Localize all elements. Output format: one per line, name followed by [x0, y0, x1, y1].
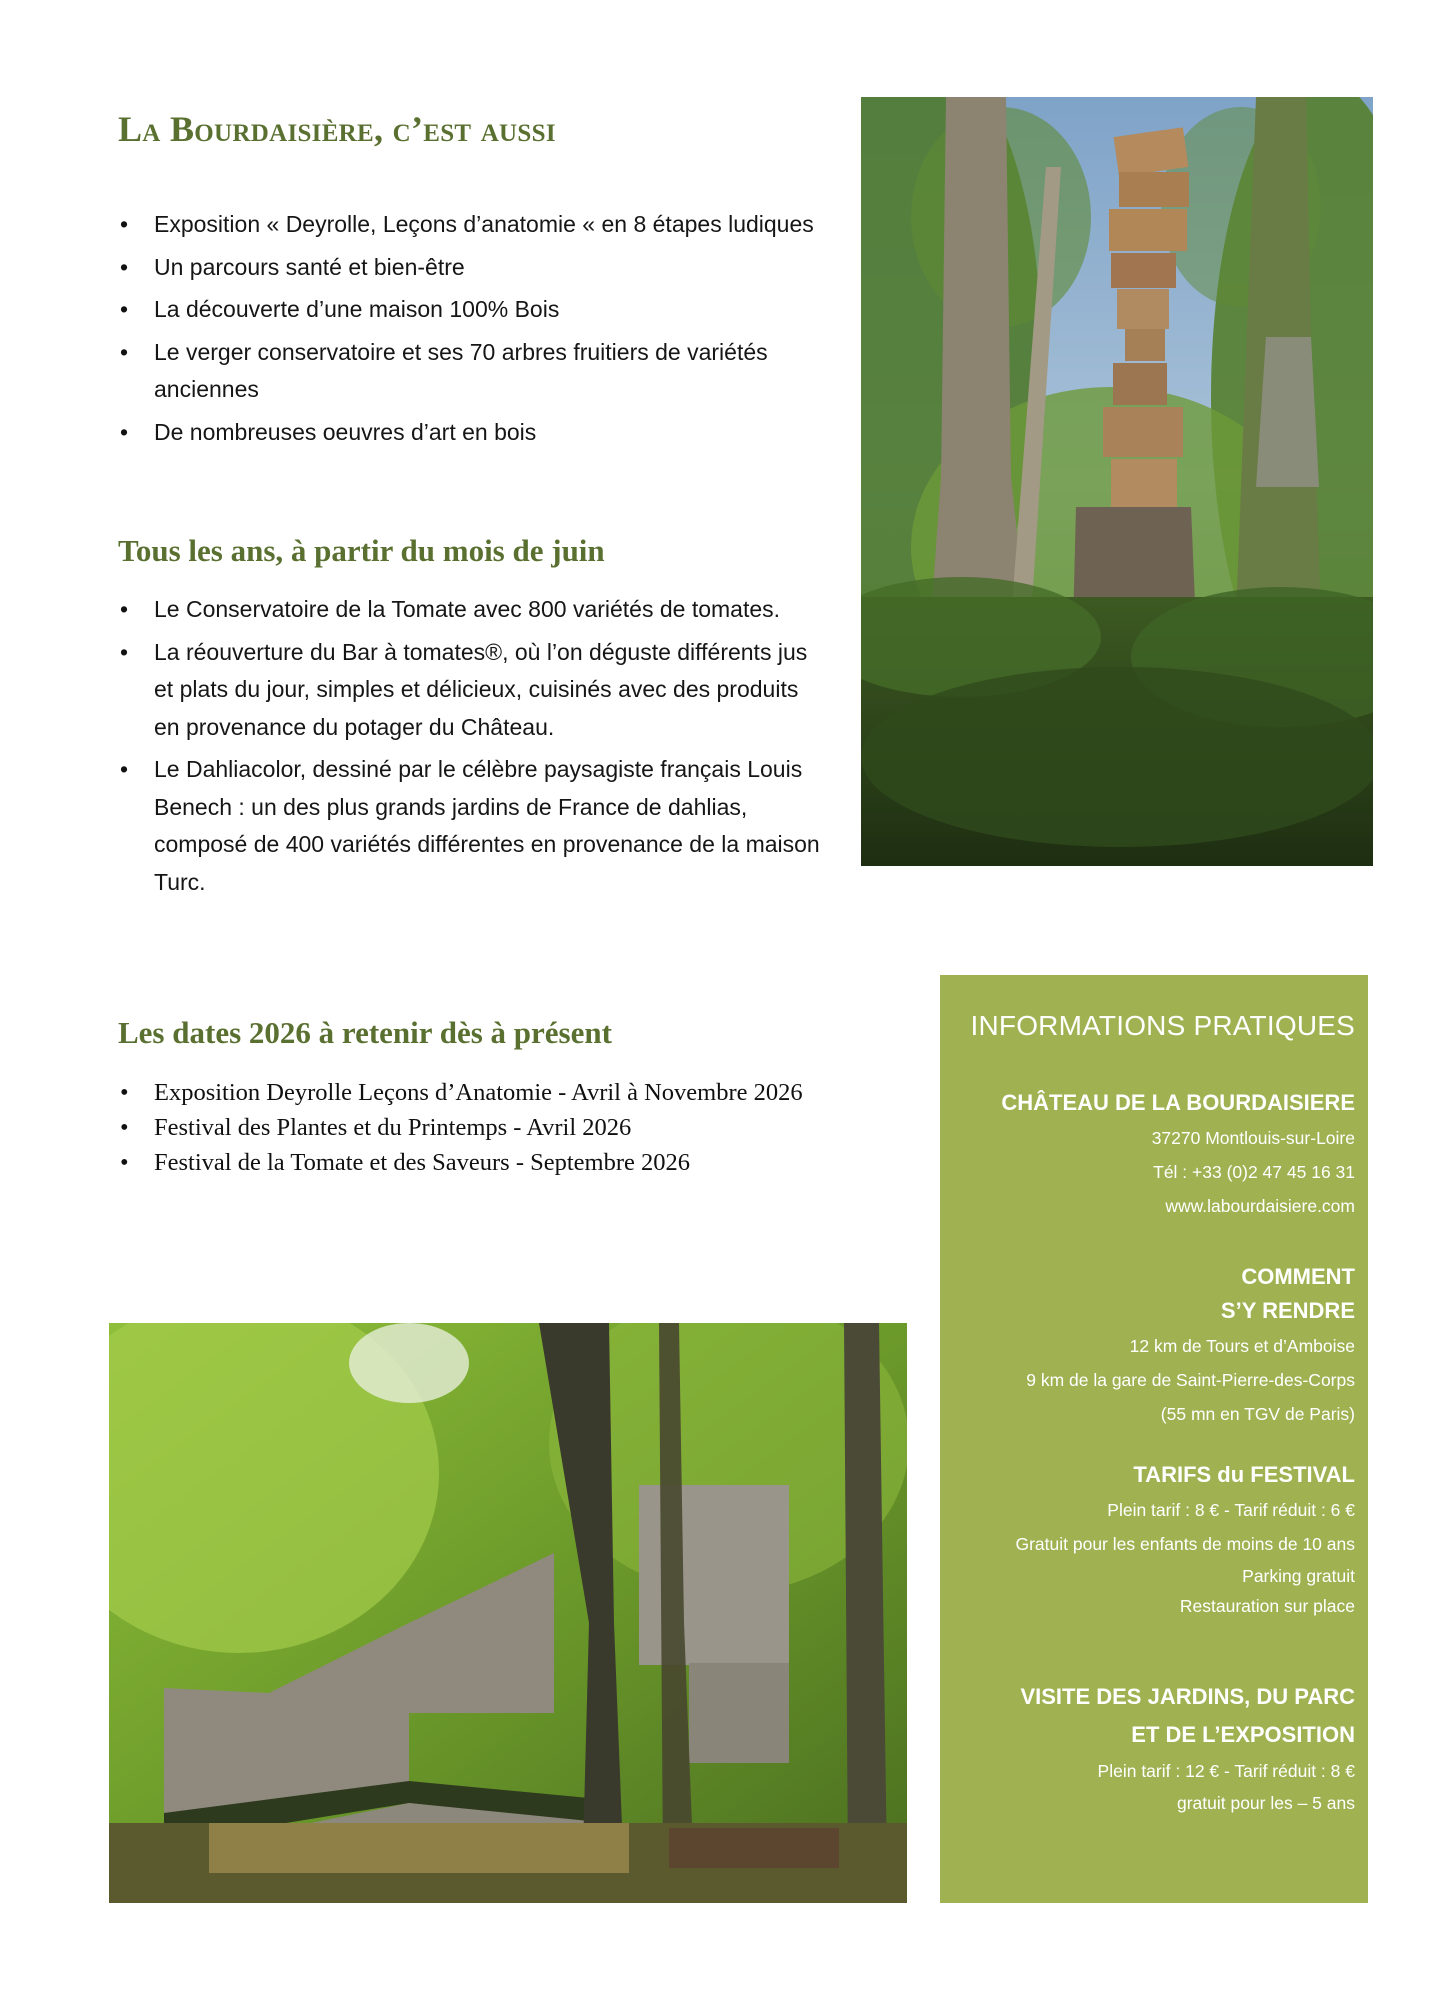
address-text: 37270 Montlouis-sur-Loire: [1151, 1128, 1355, 1148]
list-item: • De nombreuses oeuvres d’art en bois: [118, 414, 823, 452]
section-heading-dates: Les dates 2026 à retenir dès à présent: [118, 1015, 612, 1050]
garden-visit-heading-line: ET DE L’EXPOSITION: [1131, 1722, 1355, 1747]
price-text: Parking gratuit: [1242, 1566, 1355, 1586]
chateau-heading: CHÂTEAU DE LA BOURDAISIERE: [1001, 1090, 1355, 1115]
wood-sculpture-photo: [861, 97, 1373, 866]
access-block: [1026, 1258, 1355, 1431]
website-link[interactable]: www.labourdaisiere.com: [1165, 1196, 1355, 1216]
wooden-house-image: [109, 1323, 907, 1903]
practical-info-panel: [940, 975, 1368, 1903]
wooden-house-photo: [109, 1323, 907, 1903]
access-text: 9 km de la gare de Saint-Pierre-des-Corps: [1026, 1370, 1355, 1390]
festival-prices-block: [1015, 1456, 1355, 1621]
attractions-list: [118, 206, 823, 456]
list-item: • Le Dahliacolor, dessiné par le célèbre paysagiste français Louis Benech : un des plus grands jardins de France de dahlias, composé de 400 variétés différentes en provenance de la maison Turc.: [118, 751, 830, 901]
list-item: • La découverte d’une maison 100% Bois: [118, 291, 823, 329]
dates-list: [118, 1075, 898, 1180]
price-text: Restauration sur place: [1179, 1596, 1355, 1616]
section-heading-june: Tous les ans, à partir du mois de juin: [118, 533, 605, 568]
access-heading-line: S’Y RENDRE: [1220, 1298, 1355, 1323]
visit-price-text: Plein tarif : 12 € - Tarif réduit : 8 €: [1097, 1761, 1355, 1781]
phone-text: Tél : +33 (0)2 47 45 16 31: [1153, 1162, 1355, 1182]
wood-sculpture-image: [861, 97, 1373, 866]
chateau-block: [1001, 1084, 1355, 1223]
access-text: 12 km de Tours et d’Amboise: [1129, 1336, 1355, 1356]
garden-visit-block: [1020, 1678, 1355, 1818]
visit-price-text: gratuit pour les – 5 ans: [1176, 1793, 1355, 1813]
list-item: • Exposition Deyrolle Leçons d’Anatomie - Avril à Novembre 2026: [118, 1075, 898, 1110]
list-item: • Le Conservatoire de la Tomate avec 800 variétés de tomates.: [118, 591, 830, 629]
info-title: INFORMATIONS PRATIQUES: [970, 1010, 1355, 1041]
garden-visit-heading-line: VISITE DES JARDINS, DU PARC: [1020, 1684, 1355, 1709]
june-list: [118, 591, 830, 906]
list-item: • Exposition « Deyrolle, Leçons d’anatomie « en 8 étapes ludiques: [118, 206, 823, 244]
access-text: (55 mn en TGV de Paris): [1160, 1404, 1355, 1424]
price-text: Plein tarif : 8 € - Tarif réduit : 6 €: [1107, 1500, 1355, 1520]
list-item: • Festival des Plantes et du Printemps - Avril 2026: [118, 1110, 898, 1145]
list-item: • La réouverture du Bar à tomates®, où l’on déguste différents jus et plats du jour, simples et délicieux, cuisinés avec des produits en provenance du potager du Château.: [118, 634, 830, 747]
list-item: • Le verger conservatoire et ses 70 arbres fruitiers de variétés anciennes: [118, 334, 823, 409]
festival-prices-heading: TARIFS du FESTIVAL: [1133, 1462, 1355, 1487]
list-item: • Festival de la Tomate et des Saveurs - Septembre 2026: [118, 1145, 898, 1180]
price-text: Gratuit pour les enfants de moins de 10 ans: [1015, 1534, 1355, 1554]
list-item: • Un parcours santé et bien-être: [118, 249, 823, 287]
page-title: La Bourdaisière, c’est aussi: [118, 109, 556, 149]
access-heading-line: COMMENT: [1241, 1264, 1355, 1289]
